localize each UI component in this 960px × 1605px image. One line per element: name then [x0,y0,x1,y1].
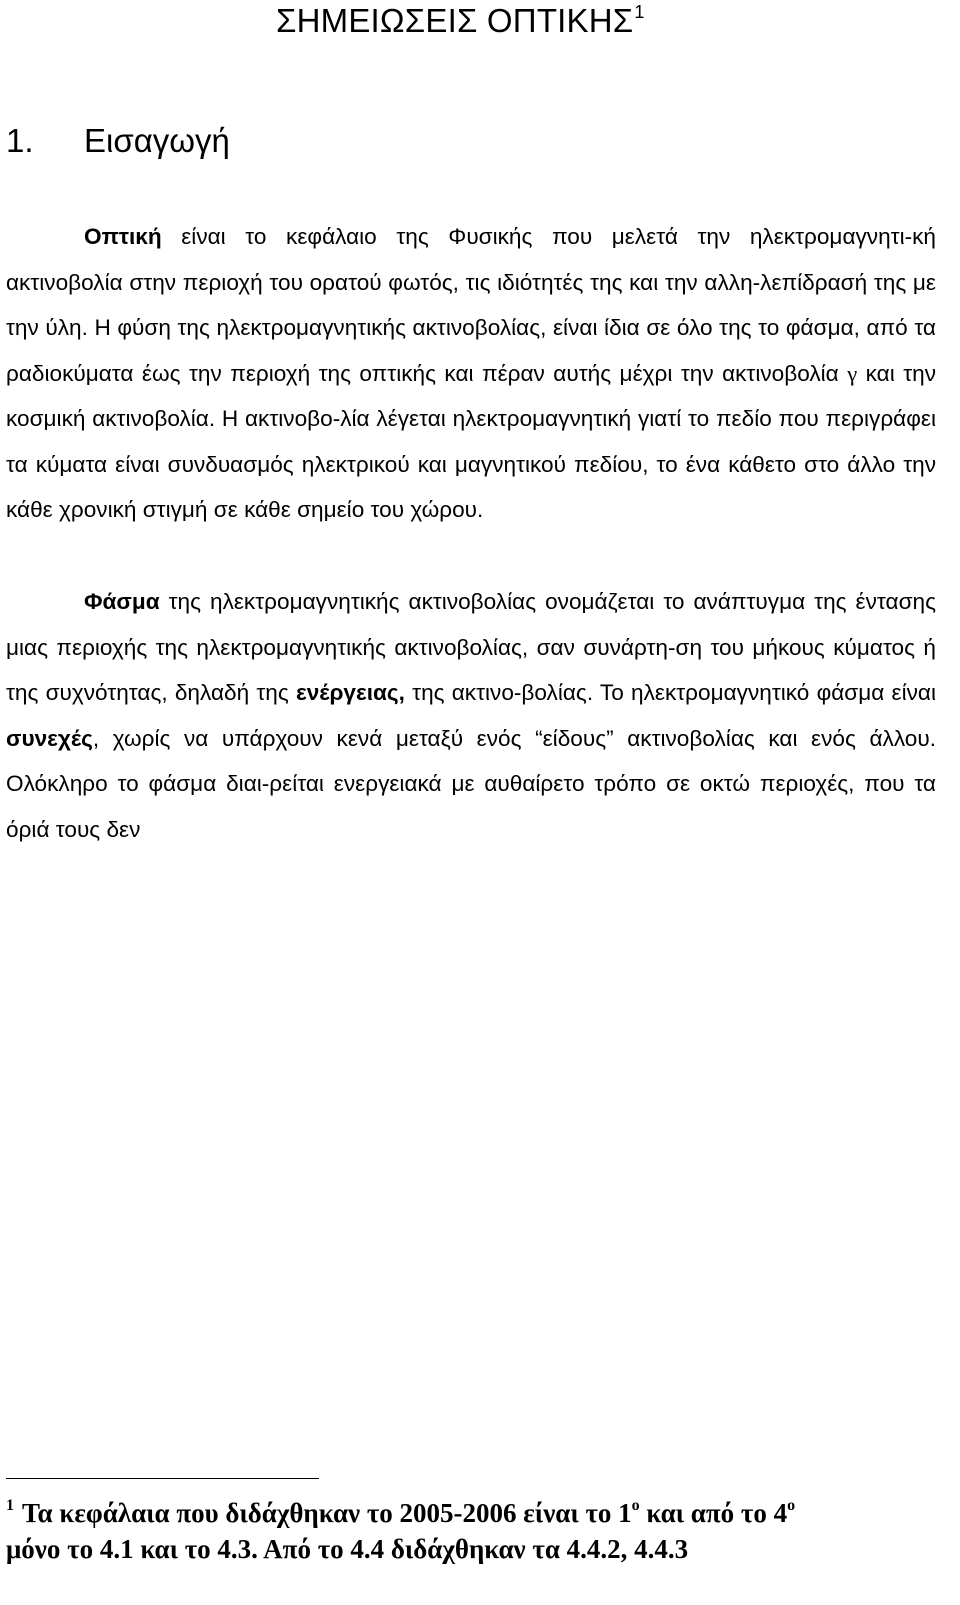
paragraph-spectrum-text-a: της ηλεκτρομαγνητικής ακτινοβολίας ονομάζεται το ανάπτυγμα της έντασης μιας περιοχής της ηλεκτρομαγνητικής ακτινοβολίας, σαν συνάρτη-ση του μήκους κύματος ή της συχνότητας, δηλαδή της [6,589,936,705]
page-title [276,2,645,40]
footnote-superscript-1: ο [631,1497,640,1514]
term-energy: ενέργειας, [295,680,405,705]
section-number: 1. [6,122,34,159]
paragraph-spectrum [6,579,936,852]
footnote-superscript-2: ο [787,1497,796,1514]
section-heading [6,122,230,160]
term-optics: Οπτική [84,224,162,249]
paragraph-intro [6,214,936,533]
paragraph-intro-text-a: είναι το κεφάλαιο της Φυσικής που μελετά την ηλεκτρομαγνητι-κή ακτινοβολία στην περιοχή του ορατού φωτός, τις ιδιότητές της και την αλλη-λεπίδρασή της με την ύλη. Η φύση της ηλεκτρομαγνητικής ακτινοβολίας, είναι ίδια σε όλο της το φάσμα, από τα ραδιοκύματα έως την περιοχή της οπτικής και πέραν αυτής μέχρι την ακτινοβολία [6,224,936,386]
title-footnote-mark: 1 [634,2,645,22]
footnote-line-1-b: και από το 4 [639,1498,788,1528]
paragraph-intro-text-b: και την κοσμική ακτινοβολία. Η ακτινοβο-λία λέγεται ηλεκτρομαγνητική γιατί το πεδίο που περιγράφει τα κύματα είναι συνδυασμός ηλεκτρικού και μαγνητικού πεδίου, το ένα κάθετο στο άλλο την κάθε χρονική στιγμή σε κάθε σημείο του χώρου. [6,360,936,522]
term-spectrum: Φάσμα [84,589,160,614]
section-heading-text: Εισαγωγή [84,122,230,159]
paragraph-spectrum-text-c: , χωρίς να υπάρχουν κενά μεταξύ ενός “είδους” ακτινοβολίας και ενός άλλου. Ολόκληρο το φάσμα διαι-ρείται ενεργειακά με αυθαίρετο τρόπο σε οκτώ περιοχές, που τα όριά τους δεν [6,725,936,842]
footnote [6,1488,936,1567]
footnote-line-1 [6,1488,936,1531]
term-continuous: συνεχές [6,725,93,751]
paragraph-spectrum-text-b: της ακτινο-βολίας. Το ηλεκτρομαγνητικό φάσμα είναι [404,680,937,705]
footnote-line-1-a: Τα κεφάλαια που διδάχθηκαν το 2005-2006 είναι το 1 [22,1498,632,1528]
gamma-symbol: γ [847,360,858,386]
footnote-mark: 1 [6,1497,14,1514]
footnote-separator [6,1478,319,1479]
page-title-text: ΣΗΜΕΙΩΣΕΙΣ ΟΠΤΙΚΗΣ [276,2,634,39]
footnote-line-2: μόνο το 4.1 και το 4.3. Από το 4.4 διδάχθηκαν τα 4.4.2, 4.4.3 [6,1534,689,1564]
